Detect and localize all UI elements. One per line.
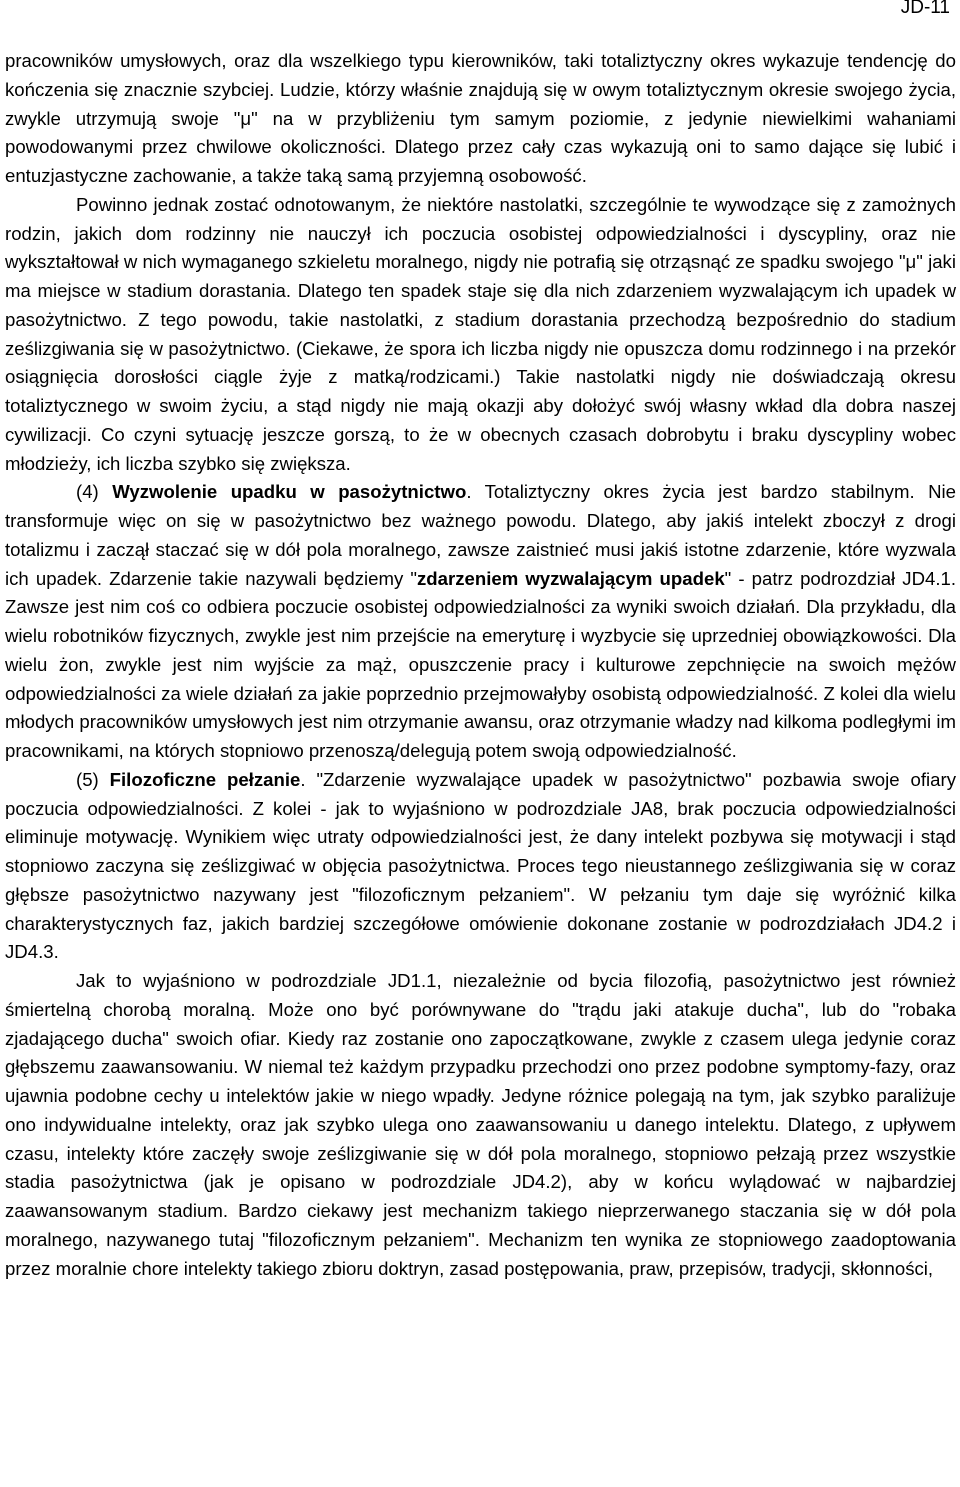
paragraph-3-heading: Wyzwolenie upadku w pasożytnictwo	[112, 481, 467, 503]
paragraph-5: Jak to wyjaśniono w podrozdziale JD1.1, niezależnie od bycia filozofią, pasożytnictwo jest również śmiertelną chorobą moralną. Może ono być porównywane do "trądu jaki atakuje ducha", lub do "robaka zjadającego ducha" swoich ofiar. Kiedy raz zostanie ono zapoczątkowane, zwykle z czasem ulega jedynie coraz głębszemu zaawansowaniu. W niemal też każdym przypadku przechodzi ono przez podobne symptomy-fazy, oraz ujawnia podobne cechy u intelektów jakie w niego wpadły. Jedyne różnice polegają na tym, jak szybko paraliżuje ono indywidualne intelekty, oraz jak szybko ulega ono zaawansowaniu u danego intelektu. Dlatego, z upływem czasu, intelekty które zaczęły swoje ześlizgiwanie się w dół pola moralnego, stopniowo pełzają przez wszystkie stadia pasożytnictwa (jak je opisano w podrozdziale JD4.2), aby w końcu wylądować w najbardziej zaawansowanym stadium. Bardzo ciekawy jest mechanizm takiego nieprzerwanego staczania się w dół pola moralnego, nazywanego tutaj "filozoficznym pełzaniem". Mechanizm ten wynika ze stopniowego zaadoptowania przez moralnie chore intelekty takiego zbioru doktryn, zasad postępowania, praw, przepisów, tradycji, skłonności,	[5, 970, 956, 1279]
paragraph-4-number: (5)	[76, 768, 110, 790]
paragraph-4-heading: Filozoficzne pełzanie	[109, 768, 301, 790]
document-body	[5, 47, 956, 1283]
paragraph-3-term: zdarzeniem wyzwalającym upadek	[416, 567, 725, 589]
paragraph-3	[5, 478, 956, 766]
page-header: JD-11	[900, 0, 950, 18]
paragraph-3-text: . Totaliztyczny okres życia jest bardzo stabilnym. Nie transformuje więc on się w pasożytnictwo bez ważnego powodu. Dlatego, aby jakiś intelekt zboczył z drogi totalizmu i zaczął staczać się w dół pola moralnego, zawsze zaistnieć musi jakiś istotne zdarzenie, które wyzwala ich upadek. Zdarzenie takie nazywali będziemy "	[5, 481, 956, 589]
paragraph-1: pracowników umysłowych, oraz dla wszelkiego typu kierowników, taki totaliztyczny okres wykazuje tendencję do kończenia się znacznie szybciej. Ludzie, którzy właśnie znajdują się w owym totaliztycznym okresie swojego życia, zwykle utrzymują swoje "μ" na w przybliżeniu tym samym poziomie, z jedynie niewielkimi wahaniami powodowanymi przez chwilowe okoliczności. Dlatego przez cały czas wykazują oni to samo dające się lubić i entuzjastyczne zachowanie, a także taką samą przyjemną osobowość.	[5, 50, 956, 186]
paragraph-2: Powinno jednak zostać odnotowanym, że niektóre nastolatki, szczególnie te wywodzące się z zamożnych rodzin, jakich dom rodzinny nie nauczył ich poczucia osobistej odpowiedzialności i dyscypliny, oraz nie wykształtował w nich wymaganego szkieletu moralnego, nigdy nie potrafią się otrząsnąć ze spadku swojego "μ" jaki ma miejsce w stadium dorastania. Dlatego ten spadek staje się dla nich zdarzeniem wyzwalającym ich upadek w pasożytnictwo. Z tego powodu, takie nastolatki, z stadium dorastania przechodzą bezpośrednio do stadium ześlizgiwania się w pasożytnictwo. (Ciekawe, że spora ich liczba nigdy nie opuszcza domu rodzinnego i na przekór osiągnięcia dorosłości ciągle żyje z matką/rodzicami.) Takie nastolatki nigdy nie doświadczają okresu totaliztycznego w swoim życiu, a stąd nigdy nie mają okazji aby dołożyć swój własny wkład dla dobra naszej cywilizacji. Co czyni sytuację jeszcze gorszą, to że w obecnych czasach dobrobytu i braku dyscypliny wobec młodzieży, ich liczba szybko się zwiększa.	[5, 193, 956, 474]
paragraph-3-text-end: " - patrz podrozdział JD4.1. Zawsze jest nim coś co odbiera poczucie osobistej odpowiedzialności za wyniki swoich działań. Dla przykładu, dla wielu robotników fizycznych, zwykle jest nim przejście na emeryturę i wyzbycie się uprzedniej obowiązkowości. Dla wielu żon, zwykle jest nim wyjście za mąż, opuszczenie pracy i kulturowe zepchnięcie na swoich mężów odpowiedzialności za wiele działań za jakie poprzednio przejmowałyby osobistą odpowiedzialność. Z kolei dla wielu młodych pracowników umysłowych jest nim otrzymanie awansu, oraz otrzymanie władzy nad kilkoma podległymi im pracownikami, na których stopniowo przenoszą/delegują potem swoją odpowiedzialność.	[5, 567, 957, 761]
paragraph-4	[5, 766, 956, 967]
paragraph-3-number: (4)	[76, 481, 113, 503]
paragraph-4-text: . "Zdarzenie wyzwalające upadek w pasożytnictwo" pozbawia swoje ofiary poczucia odpowiedzialności. Z kolei - jak to wyjaśniono w podrozdziale JA8, brak poczucia odpowiedzialności eliminuje motywację. Wynikiem więc utraty odpowiedzialności jest, że dany intelekt pozbywa się motywacji i stąd stopniowo zaczyna się ześlizgiwać w objęcia pasożytnictwa. Proces tego nieustannego ześlizgiwania się w coraz głębsze pasożytnictwo nazywany jest "filozoficznym pełzaniem". W pełzaniu tym daje się wyróżnić kilka charakterystycznych faz, jakich bardziej szczegółowe omówienie dokonane zostanie w podrozdziałach JD4.2 i JD4.3.	[5, 768, 956, 963]
